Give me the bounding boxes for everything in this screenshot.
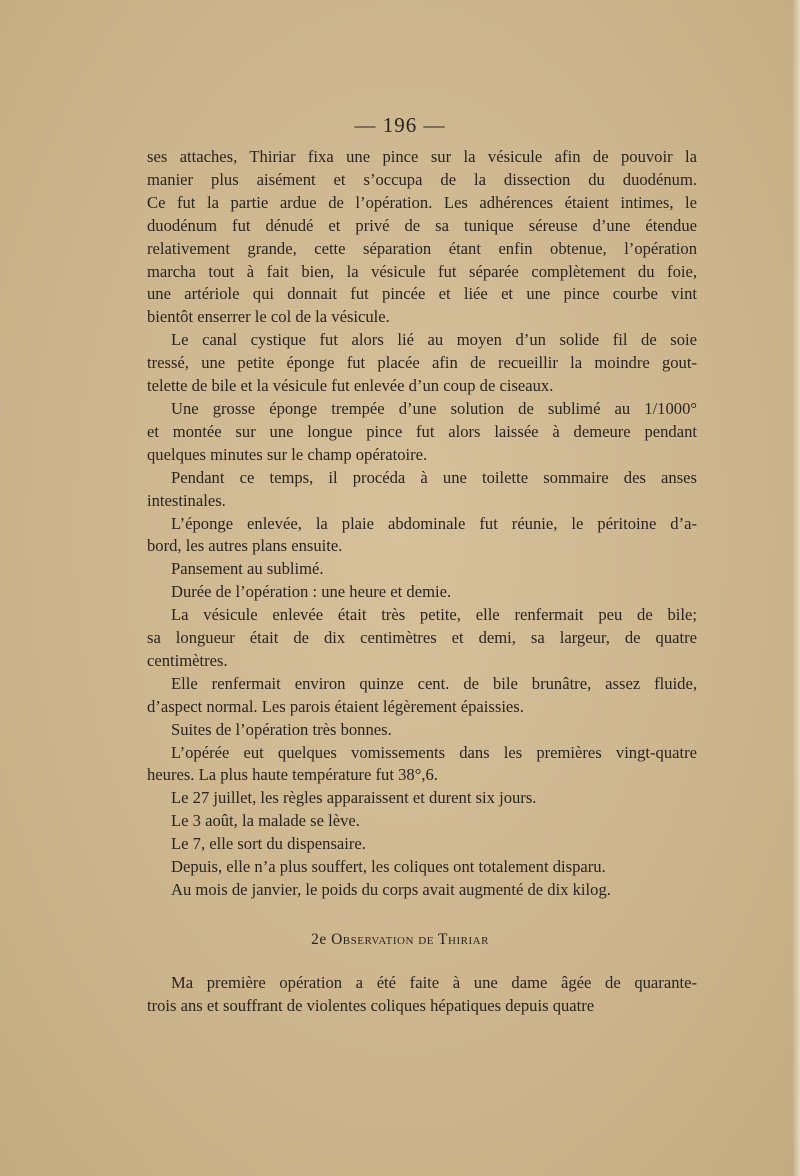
text-line: manier plus aisément et s’occupa de la dissection du duodénum. <box>147 169 697 189</box>
heading-title: Observation de Thiriar <box>331 931 489 948</box>
text-line: Le canal cystique fut alors lié au moyen d’un solide fil de soie <box>171 330 697 350</box>
text-line: Pansement au sublimé. <box>171 559 324 579</box>
paragraph <box>147 673 697 719</box>
text-line: L’éponge enlevée, la plaie abdominale fut réunie, le péritoine d’a- <box>171 513 697 533</box>
paragraph <box>147 146 697 329</box>
text-line: Le 7, elle sort du dispensaire. <box>171 834 366 854</box>
paragraph <box>147 787 697 810</box>
text-line: Elle renfermait environ quinze cent. de bile brunâtre, assez fluide, <box>171 673 697 693</box>
paragraph <box>147 467 697 513</box>
text-line: quelques minutes sur le champ opératoire. <box>147 444 428 464</box>
section-heading <box>0 931 800 949</box>
text-line: La vésicule enlevée était très petite, elle renfermait peu de bile; <box>171 605 697 625</box>
body-text-top <box>147 146 697 902</box>
paragraph <box>147 329 697 398</box>
page-edge <box>792 0 800 1176</box>
text-line: marcha tout à fait bien, la vésicule fut séparée complètement du foie, <box>147 261 697 281</box>
text-line: bord, les autres plans ensuite. <box>147 536 343 556</box>
text-line: une artériole qui donnait fut pincée et liée et une pince courbe vint <box>147 284 697 304</box>
text-line: Depuis, elle n’a plus souffert, les coliques ont totalement disparu. <box>171 857 606 877</box>
text-line: relativement grande, cette séparation étant enfin obtenue, l’opération <box>147 238 697 258</box>
text-line: Le 27 juillet, les règles apparaissent et durent six jours. <box>171 788 537 808</box>
paragraph <box>147 810 697 833</box>
body-text-bottom <box>147 972 697 1018</box>
heading-number: 2e <box>311 931 327 948</box>
text-line: telette de bile et la vésicule fut enlevée d’un coup de ciseaux. <box>147 376 554 396</box>
text-line: centimètres. <box>147 650 228 670</box>
text-line: tressé, une petite éponge fut placée afin de recueillir la moindre gout- <box>147 353 697 373</box>
paragraph <box>147 719 697 742</box>
paragraph <box>147 558 697 581</box>
paragraph <box>147 604 697 673</box>
paragraph <box>147 879 697 902</box>
text-line: duodénum fut dénudé et privé de sa tunique séreuse d’une étendue <box>147 215 697 235</box>
text-line: sa longueur était de dix centimètres et demi, sa largeur, de quatre <box>147 628 697 648</box>
text-line: Pendant ce temps, il procéda à une toilette sommaire des anses <box>171 467 697 487</box>
text-line: Le 3 août, la malade se lève. <box>171 811 360 831</box>
text-line: Suites de l’opération très bonnes. <box>171 719 392 739</box>
paragraph <box>147 581 697 604</box>
paragraph <box>147 833 697 856</box>
text-line: et montée sur une longue pince fut alors laissée à demeure pendant <box>147 421 697 441</box>
text-line: heures. La plus haute température fut 38°,6. <box>147 765 438 785</box>
text-line: d’aspect normal. Les parois étaient légèrement épaissies. <box>147 696 524 716</box>
text-line: trois ans et souffrant de violentes coliques hépatiques depuis quatre <box>147 995 595 1015</box>
text-line: L’opérée eut quelques vomissements dans les premières vingt-quatre <box>171 742 697 762</box>
text-line: intestinales. <box>147 490 226 510</box>
paragraph <box>147 856 697 879</box>
text-line: Ce fut la partie ardue de l’opération. Les adhérences étaient intimes, le <box>147 192 697 212</box>
text-line: Une grosse éponge trempée d’une solution de sublimé au 1/1000° <box>171 398 697 418</box>
text-line: Durée de l’opération : une heure et demie. <box>171 582 452 602</box>
paragraph <box>147 972 697 1018</box>
paragraph <box>147 398 697 467</box>
text-line: Ma première opération a été faite à une dame âgée de quarante- <box>171 973 697 992</box>
text-line: ses attaches, Thiriar fixa une pince sur la vésicule afin de pouvoir la <box>147 147 697 166</box>
paragraph <box>147 742 697 788</box>
text-line: Au mois de janvier, le poids du corps avait augmenté de dix kilog. <box>171 880 611 899</box>
page-number: — 196 — <box>354 113 446 137</box>
text-line: bientôt enserrer le col de la vésicule. <box>147 307 390 327</box>
paragraph <box>147 513 697 559</box>
